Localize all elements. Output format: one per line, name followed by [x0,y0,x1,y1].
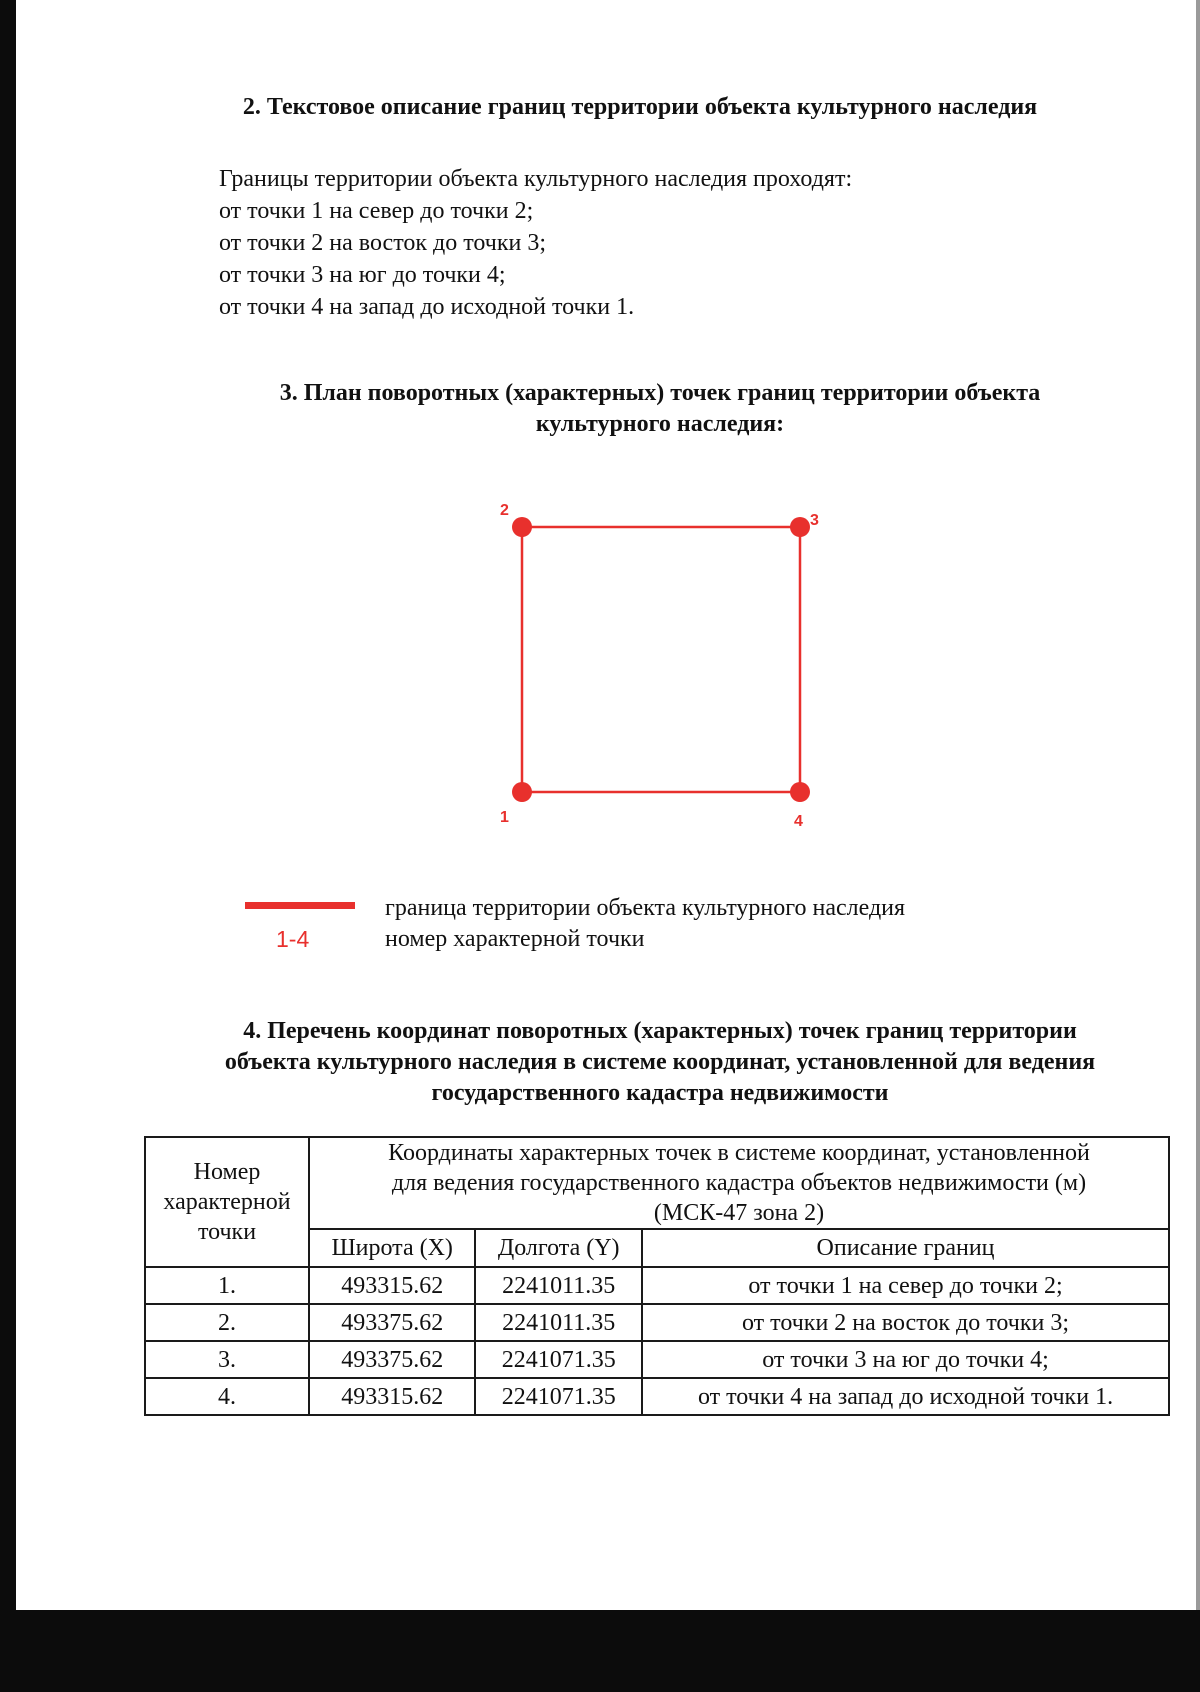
description-cell: от точки 1 на север до точки 2; [642,1267,1169,1304]
boundary-point [512,517,532,537]
scan-bottom-edge [0,1610,1200,1692]
description-line: Границы территории объекта культурного наследия проходят: [219,166,853,192]
longitude-cell: 2241011.35 [475,1304,642,1341]
longitude-cell: 2241011.35 [475,1267,642,1304]
point-number-cell: 1. [145,1267,309,1304]
section-4-heading [130,1016,1190,1109]
header-line: Номер [193,1159,261,1185]
scan-right-edge [1196,0,1200,1692]
table-row [145,1267,1169,1304]
section-4-heading-line: государственного кадастра недвижимости [431,1080,889,1106]
legend-boundary-line [245,902,355,909]
latitude-cell: 493315.62 [309,1378,475,1415]
latitude-cell: 493375.62 [309,1341,475,1378]
description-line: от точки 1 на север до точки 2; [219,198,534,224]
section-2-heading: 2. Текстовое описание границ территории объекта культурного наследия [242,94,1038,120]
longitude-cell: 2241071.35 [475,1378,642,1415]
header-line: Координаты характерных точек в системе координат, установленной [388,1140,1090,1166]
header-line: характерной [163,1189,291,1215]
point-label: 4 [794,813,803,830]
section-3-heading [150,378,1170,440]
description-cell: от точки 4 на запад до исходной точки 1. [642,1378,1169,1415]
boundary-description [219,163,852,323]
description-header: Описание границ [642,1229,1169,1267]
legend-number-sample: 1-4 [276,926,310,952]
section-4-heading-line: объекта культурного наследия в системе координат, установленной для ведения [224,1049,1096,1075]
boundary-point [790,517,810,537]
longitude-header: Долгота (Y) [475,1229,642,1267]
boundary-plan [470,492,850,852]
table-row [145,1304,1169,1341]
legend-number-text: номер характерной точки [385,926,645,952]
section-4-heading-line: 4. Перечень координат поворотных (характерных) точек границ территории [243,1018,1077,1044]
table-row [145,1378,1169,1415]
point-label: 2 [500,502,509,519]
header-line: для ведения государственного кадастра объектов недвижимости (м) [391,1170,1087,1196]
boundary-point [512,782,532,802]
point-label: 1 [500,809,509,826]
point-number-header [145,1137,309,1267]
latitude-cell: 493375.62 [309,1304,475,1341]
longitude-cell: 2241071.35 [475,1341,642,1378]
description-line: от точки 3 на юг до точки 4; [219,262,506,288]
section-3-heading-line: культурного наследия: [535,411,785,437]
latitude-cell: 493315.62 [309,1267,475,1304]
section-3-heading-line: 3. План поворотных (характерных) точек границ территории объекта [279,380,1041,406]
point-number-cell: 2. [145,1304,309,1341]
point-number-cell: 3. [145,1341,309,1378]
scan-left-edge [0,0,16,1692]
header-line: точки [197,1219,257,1245]
description-cell: от точки 3 на юг до точки 4; [642,1341,1169,1378]
description-line: от точки 4 на запад до исходной точки 1. [219,294,635,320]
coordinates-table [144,1136,1170,1416]
coordinates-group-header [309,1137,1169,1229]
legend-boundary-text: граница территории объекта культурного наследия [385,895,906,921]
description-line: от точки 2 на восток до точки 3; [219,230,547,256]
latitude-header: Широта (X) [309,1229,475,1267]
boundary-point [790,782,810,802]
header-line: (МСК-47 зона 2) [653,1200,825,1226]
point-number-cell: 4. [145,1378,309,1415]
description-cell: от точки 2 на восток до точки 3; [642,1304,1169,1341]
table-row [145,1341,1169,1378]
point-label: 3 [810,512,819,529]
